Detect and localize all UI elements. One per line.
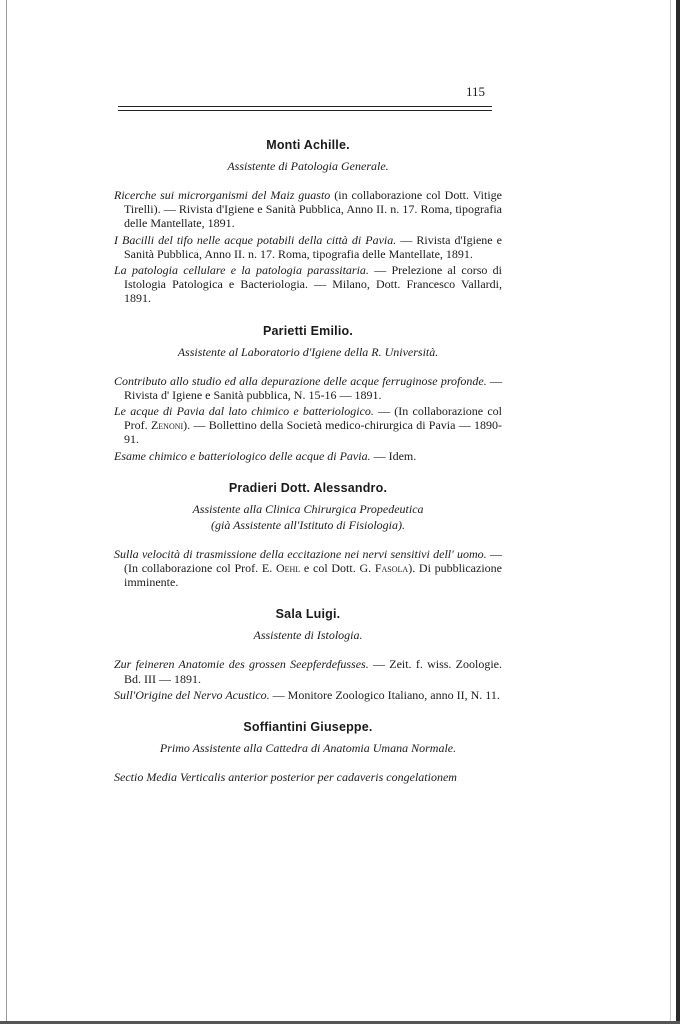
publication-title: I Bacilli del tifo nelle acque potabili della città di Pavia. bbox=[114, 232, 397, 247]
author-roles bbox=[114, 344, 502, 360]
publication-details: — Zeit. f. wiss. Zoologie. Bd. III — 1891. bbox=[124, 657, 503, 686]
section-parietti bbox=[114, 324, 502, 463]
collaborator-name: Oehl bbox=[275, 561, 301, 576]
publication-entry bbox=[114, 449, 502, 463]
author-role: Assistente di Patologia Generale. bbox=[227, 159, 389, 173]
author-role: Primo Assistente alla Cattedra di Anatomia Umana Normale. bbox=[159, 741, 457, 756]
section-pradieri bbox=[114, 481, 502, 590]
author-roles bbox=[114, 158, 502, 174]
collaborator-name: Fasola bbox=[374, 561, 409, 576]
publication-details: ). Di pubblicazione imminente. bbox=[124, 561, 502, 590]
publication-entry bbox=[114, 233, 502, 261]
publication-title: Sulla velocità di trasmissione della eccitazione nei nervi sensitivi dell' uomo. bbox=[114, 546, 487, 561]
author-name: Parietti Emilio. bbox=[262, 323, 354, 338]
author-roles bbox=[114, 627, 502, 643]
publication-title: La patologia cellulare e la patologia parassitaria. bbox=[114, 263, 369, 278]
author-roles bbox=[114, 501, 502, 533]
author-roles bbox=[114, 740, 502, 756]
author-name: Monti Achille. bbox=[266, 138, 350, 152]
publication-title: Sull'Origine del Nervo Acustico. bbox=[114, 687, 270, 702]
section-soffiantini bbox=[114, 720, 502, 784]
header-rule bbox=[118, 106, 492, 107]
publication-title: Zur feineren Anatomie des grossen Seepferdefusses. bbox=[114, 657, 369, 672]
page-content bbox=[114, 124, 502, 802]
publication-details: — Prelezione al corso di Istologia Patologica e Bacteriologia. — Milano, Dott. Francesco Vallardi, 1891. bbox=[124, 263, 502, 306]
author-role: Assistente di Istologia. bbox=[253, 628, 363, 643]
publication-entry bbox=[114, 188, 502, 231]
publication-details: — Idem. bbox=[370, 448, 417, 463]
author-role: (già Assistente all'Istituto di Fisiologia). bbox=[210, 517, 405, 532]
author-name: Soffiantini Giuseppe. bbox=[243, 720, 373, 735]
publication-details: — Rivista d' Igiene e Sanità pubblica, N. 15-16 — 1891. bbox=[124, 373, 502, 402]
section-monti bbox=[114, 138, 502, 306]
publication-details: ). — Bollettino della Società medico-chirurgica di Pavia — 1890-91. bbox=[124, 418, 502, 447]
publication-title: Le acque di Pavia dal lato chimico e batteriologico. bbox=[114, 404, 374, 419]
page-left-rule bbox=[6, 0, 7, 1024]
publication-entry bbox=[114, 688, 502, 702]
publication-details: (in collaborazione col Dott. Vitige Tirelli). — Rivista d'Igiene e Sanità Pubblica, Anno II. n. 17. Roma, tipografia delle Mantellate, 1891. bbox=[124, 188, 502, 231]
page-right-shadow bbox=[670, 0, 671, 1024]
publication-details: — (In collaborazione col Prof. E. bbox=[124, 546, 503, 576]
publication-title: Ricerche sui microrganismi del Maiz guasto bbox=[114, 188, 331, 202]
publication-entry bbox=[114, 374, 502, 402]
collaborator-name: Zenoni bbox=[150, 418, 184, 433]
author-name: Sala Luigi. bbox=[275, 607, 341, 622]
publication-details: — Monitore Zoologico Italiano, anno II, N. 11. bbox=[269, 687, 500, 702]
publication-entry bbox=[114, 263, 502, 306]
author-name: Pradieri Dott. Alessandro. bbox=[228, 480, 388, 495]
page-number: 115 bbox=[466, 84, 486, 99]
section-sala bbox=[114, 607, 502, 702]
publication-details: — (In collaborazione col Prof. bbox=[124, 404, 502, 433]
publication-title: Contributo allo studio ed alla depurazione delle acque ferruginose profonde. bbox=[114, 373, 487, 388]
publication-details: — Rivista d'Igiene e Sanità Pubblica, Anno II. n. 17. Roma, tipografia delle Mantellate, 1891. bbox=[124, 232, 502, 261]
publication-title: Esame chimico e batteriologico delle acque di Pavia. bbox=[114, 448, 371, 463]
publication-title: Sectio Media Verticalis anterior posterior per cadaveris congelationem bbox=[114, 770, 457, 785]
author-role: Assistente al Laboratorio d'Igiene della R. Università. bbox=[177, 344, 439, 359]
page-right-edge bbox=[676, 0, 680, 1024]
publication-entry bbox=[114, 770, 502, 784]
publication-entry bbox=[114, 547, 502, 590]
author-role: Assistente alla Clinica Chirurgica Propedeutica bbox=[192, 501, 424, 516]
publication-entry bbox=[114, 404, 502, 447]
publication-entry bbox=[114, 657, 502, 685]
header-rule-lower bbox=[118, 110, 492, 111]
publication-details: e col Dott. G. bbox=[300, 561, 375, 576]
